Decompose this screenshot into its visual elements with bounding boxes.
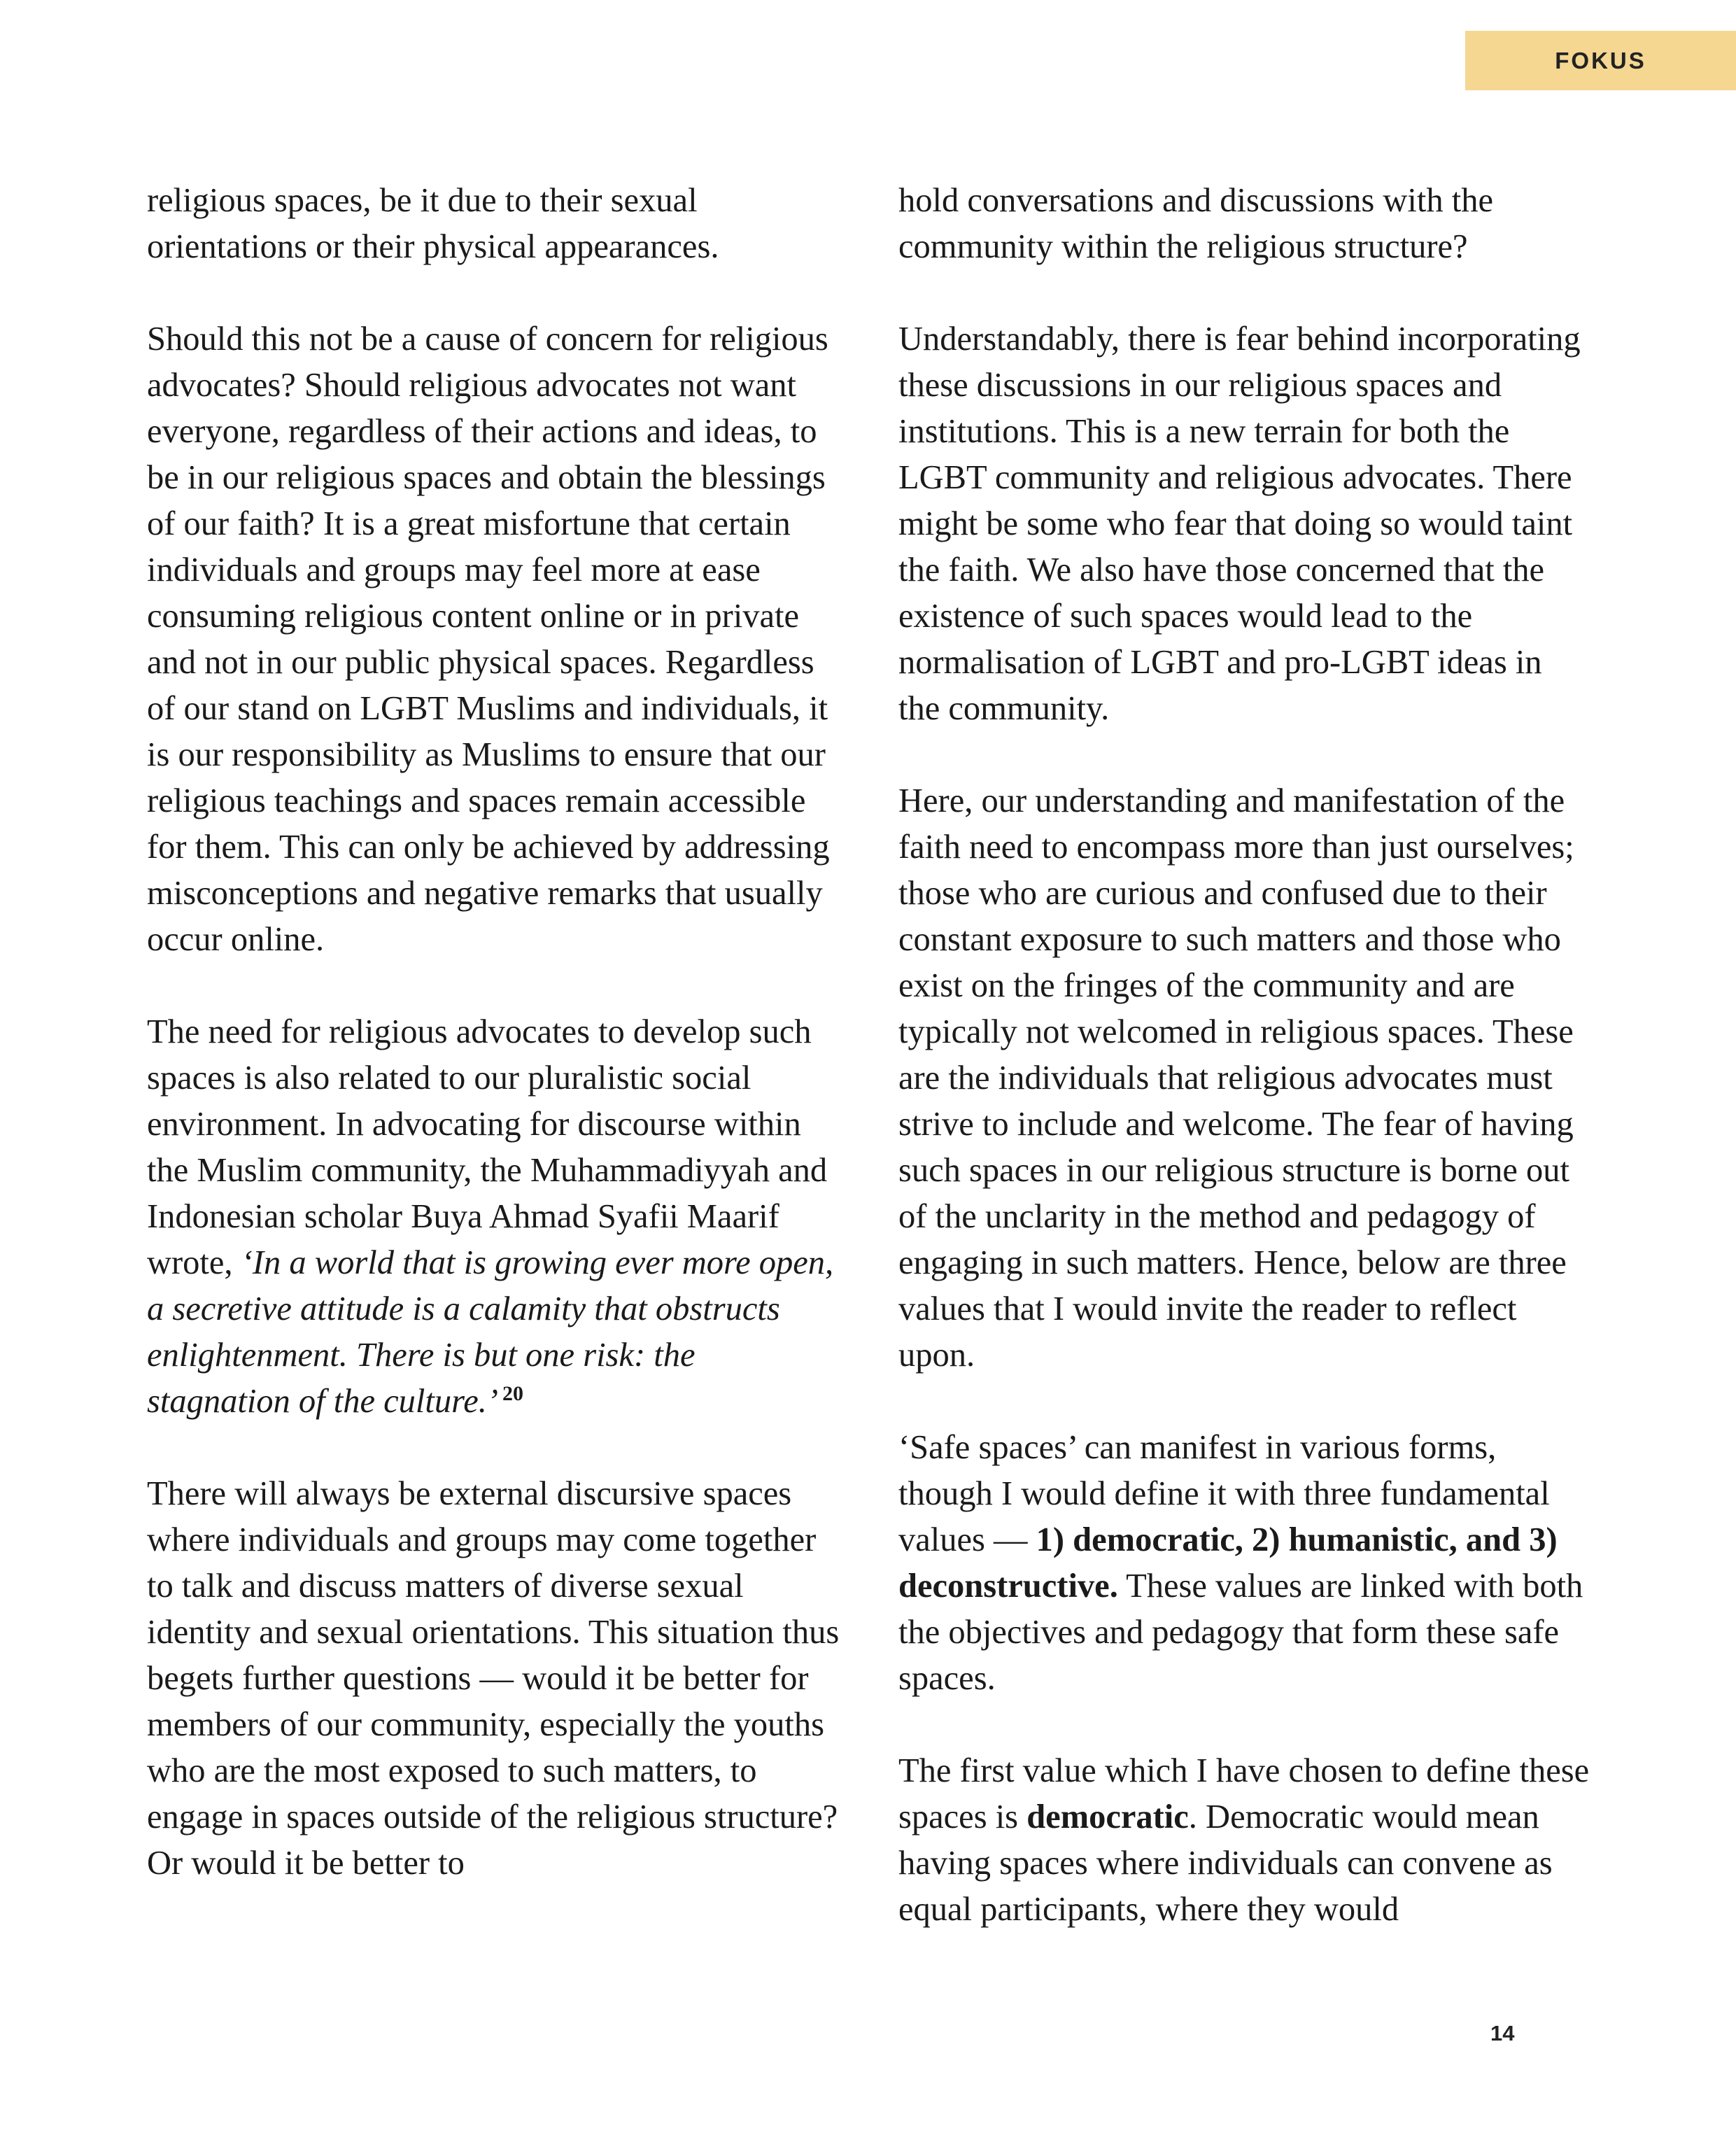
quote-text: ‘In a world that is growing ever more open, a secretive attitude is a calamity that obstructs enlightenment. There is but one risk: the stagnation of the culture.’ [147,1244,834,1420]
paragraph: Understandably, there is fear behind incorporating these discussions in our religious spaces and institutions. This is a new terrain for both the LGBT community and religious advocates. There might be some who fear that doing so would taint the faith. We also have those concerned that the existence of such spaces would lead to the normalisation of LGBT and pro-LGBT ideas in the community. [898,320,1581,727]
footnote-marker: 20 [502,1381,524,1405]
paragraph-text: The first value which I have chosen to define these spaces is [898,1752,1590,1836]
bold-term: democratic [1026,1798,1189,1836]
paragraph: There will always be external discursive spaces where individuals and groups may come together to talk and discuss matters of diverse sexual identity and sexual orientations. This situation thus begets further questions — would it be better for members of our community, especially the youths who are the most exposed to such matters, to engage in spaces outside of the religious structure? Or would it be better to [147,1475,840,1882]
paragraph-with-quote [147,1009,840,1425]
paragraph-text: The need for religious advocates to develop such spaces is also related to our pluralistic social environment. In advocating for discourse within the Muslim community, the Muhammadiyyah and Indonesian scholar Buya Ahmad Syafii Maarif wrote, [147,1013,828,1281]
paragraph-with-values [898,1425,1591,1702]
paragraph-text: . Democratic would mean having spaces where individuals can convene as equal participants, where they would [898,1798,1553,1928]
right-column [898,178,1591,1933]
left-column [147,178,840,1887]
paragraph: Should this not be a cause of concern for religious advocates? Should religious advocates not want everyone, regardless of their actions and ideas, to be in our religious spaces and obtain the blessings of our faith? It is a great misfortune that certain individuals and groups may feel more at ease consuming religious content online or in private and not in our public physical spaces. Regardless of our stand on LGBT Muslims and individuals, it is our responsibility as Muslims to ensure that our religious teachings and spaces remain accessible for them. This can only be achieved by addressing misconceptions and negative remarks that usually occur online. [147,320,830,958]
paragraph: hold conversations and discussions with the community within the religious structure? [898,182,1494,265]
paragraph: religious spaces, be it due to their sexual orientations or their physical appearances. [147,182,719,265]
page-number: 14 [1490,2021,1515,2045]
paragraph-text: These values are linked with both the objectives and pedagogy that form these safe spaces. [898,1567,1583,1697]
paragraph-with-term [898,1748,1591,1933]
paragraph-text: ‘Safe spaces’ can manifest in various forms, though I would define it with three fundamental values — [898,1429,1550,1558]
section-tag: FOKUS [1465,31,1736,90]
paragraph: Here, our understanding and manifestation of the faith need to encompass more than just ourselves; those who are curious and confused due to their constant exposure to such matters and those who exist on the fringes of the community and are typically not welcomed in religious spaces. These are the individuals that religious advocates must strive to include and welcome. The fear of having such spaces in our religious structure is borne out of the unclarity in the method and pedagogy of engaging in such matters. Hence, below are three values that I would invite the reader to reflect upon. [898,782,1574,1374]
values-list: 1) democratic, 2) humanistic, and 3) deconstructive. [898,1521,1558,1605]
